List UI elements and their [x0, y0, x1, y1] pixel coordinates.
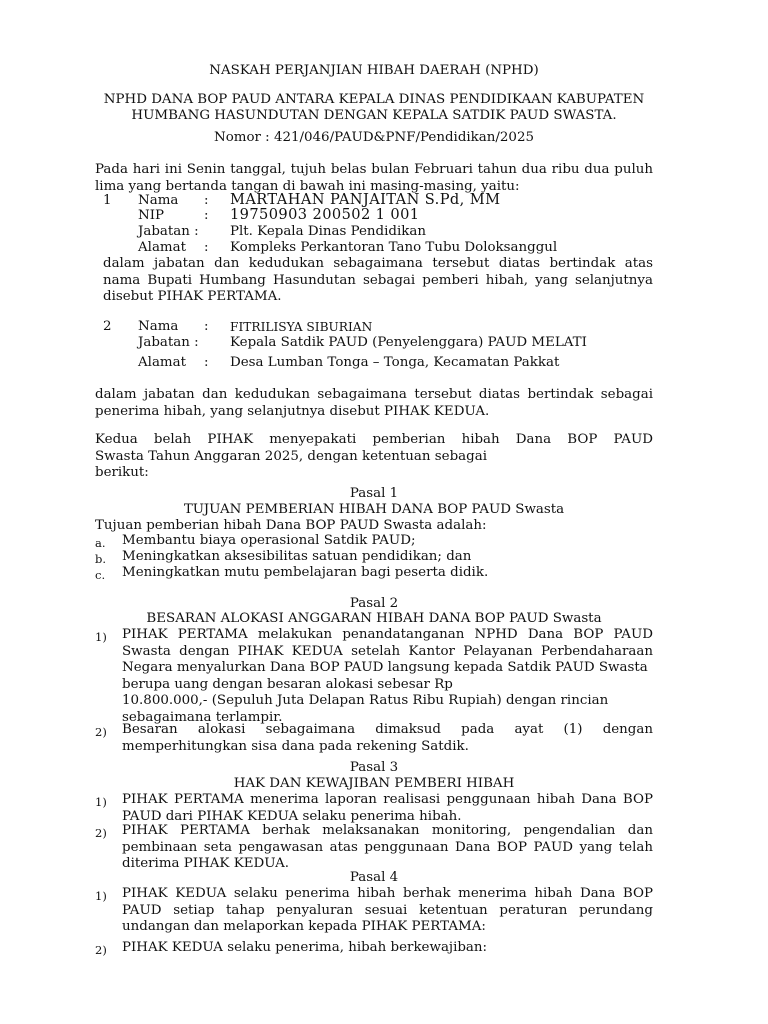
item-line: memperhitungkan sisa dana pada rekening Satdik.	[122, 738, 469, 754]
list-marker: 1)	[95, 630, 107, 644]
pasal-3-item-1	[122, 792, 653, 825]
party-2-name-label: Nama	[138, 319, 179, 334]
party-1-nip-label: NIP	[138, 208, 165, 223]
list-marker: 2)	[95, 943, 107, 957]
item-line: PIHAK KEDUA selaku penerima, hibah berkewajiban:	[122, 940, 488, 955]
agreement-line: Kedua belah PIHAK menyepakati pemberian hibah Dana BOP PAUD	[95, 432, 653, 447]
pasal-1-lead: Tujuan pemberian hibah Dana BOP PAUD Swasta adalah:	[95, 518, 487, 533]
item-line: PAUD dari PIHAK KEDUA selaku penerima hibah.	[122, 808, 462, 824]
party-1-alamat-label: Alamat	[138, 240, 186, 255]
party-1-alamat-colon: :	[204, 240, 209, 255]
item-line: Negara menyalurkan Dana BOP PAUD langsung kepada Satdik PAUD Swasta	[122, 660, 648, 676]
party-2-jabatan-value: Kepala Satdik PAUD (Penyelenggara) PAUD MELATI	[230, 335, 587, 350]
party-1-name-value: MARTAHAN PANJAITAN S.Pd, MM	[230, 191, 501, 208]
party-1-description-line: dalam jabatan dan kedudukan sebagaimana tersebut diatas bertindak atas	[103, 256, 653, 271]
list-marker: 1)	[95, 795, 107, 809]
item-line: diterima PIHAK KEDUA.	[122, 856, 290, 872]
list-marker: 1)	[95, 889, 107, 903]
party-1-jabatan-label: Jabatan :	[138, 224, 199, 239]
item-line: PIHAK PERTAMA menerima laporan realisasi penggunaan hibah Dana BOP	[122, 792, 653, 807]
item-line: undangan dan melaporkan kepada PIHAK PERTAMA:	[122, 919, 486, 935]
list-item: Meningkatkan aksesibilitas satuan pendidikan; dan	[122, 549, 472, 564]
item-line: 10.800.000,- (Sepuluh Juta Delapan Ratus Ribu Rupiah) dengan rincian	[122, 693, 609, 709]
item-line: PIHAK PERTAMA berhak melaksanakan monitoring, pengendalian dan	[122, 823, 653, 838]
pasal-4-item-1	[122, 886, 653, 936]
party-2-name-colon: :	[204, 319, 209, 334]
party-2-description	[95, 387, 653, 420]
party-1-description-line: nama Bupati Humbang Hasundutan sebagai pemberi hibah, yang selanjutnya	[103, 272, 653, 288]
item-line: sebagaimana terlampir.	[122, 709, 283, 725]
party-2-jabatan-label: Jabatan :	[138, 335, 199, 350]
party-2-description-line: penerima hibah, yang selanjutnya disebut PIHAK KEDUA.	[95, 403, 490, 419]
list-item: Meningkatkan mutu pembelajaran bagi peserta didik.	[122, 565, 489, 580]
document-subtitle-line-2: HUMBANG HASUNDUTAN DENGAN KEPALA SATDIK PAUD SWASTA.	[131, 108, 617, 123]
item-line: PIHAK PERTAMA melakukan penandatanganan NPHD Dana BOP PAUD	[122, 627, 653, 642]
item-line: Besaran alokasi sebagaimana dimaksud pada ayat (1) dengan	[122, 722, 653, 737]
intro-line: Pada hari ini Senin tanggal, tujuh belas bulan Februari tahun dua ribu dua puluh	[95, 162, 653, 177]
pasal-4-heading: Pasal 4	[349, 870, 399, 885]
list-marker: a.	[95, 536, 106, 550]
pasal-3-heading: Pasal 3	[349, 760, 399, 775]
party-2-alamat-label: Alamat	[138, 355, 186, 370]
party-1-alamat-value: Kompleks Perkantoran Tano Tubu Doloksanggul	[230, 240, 558, 255]
pasal-3-item-2	[122, 823, 653, 873]
party-1-description	[103, 256, 653, 306]
party-1-nip-value: 19750903 200502 1 001	[230, 206, 420, 223]
pasal-1-heading: Pasal 1	[349, 486, 399, 501]
item-line: Swasta dengan PIHAK KEDUA setelah Kantor Pelayanan Perbendaharaan	[122, 643, 653, 659]
item-line: pembinaan seta pengawasan atas penggunaan Dana BOP PAUD yang telah	[122, 839, 653, 855]
party-1-number: 1	[103, 193, 112, 208]
agreement-line: berikut:	[95, 465, 149, 481]
party-1-description-line: disebut PIHAK PERTAMA.	[103, 289, 282, 305]
party-1-jabatan-value: Plt. Kepala Dinas Pendidikan	[230, 224, 426, 239]
agreement-line: Swasta Tahun Anggaran 2025, dengan ketentuan sebagai	[95, 448, 487, 464]
pasal-1-title: TUJUAN PEMBERIAN HIBAH DANA BOP PAUD Swasta	[183, 502, 565, 517]
pasal-2-item-1	[122, 627, 653, 727]
list-marker: b.	[95, 552, 107, 566]
document-title: NASKAH PERJANJIAN HIBAH DAERAH (NPHD)	[209, 63, 539, 78]
list-marker: 2)	[95, 826, 107, 840]
list-marker: c.	[95, 568, 106, 582]
document-number: Nomor : 421/046/PAUD&PNF/Pendidikan/2025	[213, 130, 534, 145]
list-marker: 2)	[95, 725, 107, 739]
agreement-paragraph	[95, 432, 653, 482]
item-line: PIHAK KEDUA selaku penerima hibah berhak menerima hibah Dana BOP	[122, 886, 653, 901]
party-2-description-line: dalam jabatan dan kedudukan sebagaimana tersebut diatas bertindak sebagai	[95, 387, 653, 402]
pasal-2-heading: Pasal 2	[349, 596, 399, 611]
party-2-alamat-colon: :	[204, 355, 209, 370]
party-1-name-colon: :	[204, 193, 209, 208]
document-subtitle-line-1: NPHD DANA BOP PAUD ANTARA KEPALA DINAS PENDIDIKAAN KABUPATEN	[103, 92, 645, 107]
pasal-2-item-2	[122, 722, 653, 755]
party-2-name-value: FITRILISYA SIBURIAN	[230, 320, 373, 334]
pasal-2-title: BESARAN ALOKASI ANGGARAN HIBAH DANA BOP PAUD Swasta	[146, 611, 602, 626]
intro-line: lima yang bertanda tangan di bawah ini masing-masing, yaitu:	[95, 178, 520, 194]
party-1-name-label: Nama	[138, 193, 179, 208]
item-line: berupa uang dengan besaran alokasi sebesar Rp	[122, 676, 453, 692]
pasal-3-title: HAK DAN KEWAJIBAN PEMBERI HIBAH	[233, 776, 515, 791]
item-line: PAUD setiap tahap penyaluran sesuai ketentuan peraturan perundang	[122, 902, 653, 918]
party-2-alamat-value: Desa Lumban Tonga – Tonga, Kecamatan Pakkat	[230, 355, 560, 370]
party-2-number: 2	[103, 319, 112, 334]
list-item: Membantu biaya operasional Satdik PAUD;	[122, 533, 416, 548]
party-1-nip-colon: :	[204, 208, 209, 223]
pasal-4-item-2	[122, 940, 653, 957]
